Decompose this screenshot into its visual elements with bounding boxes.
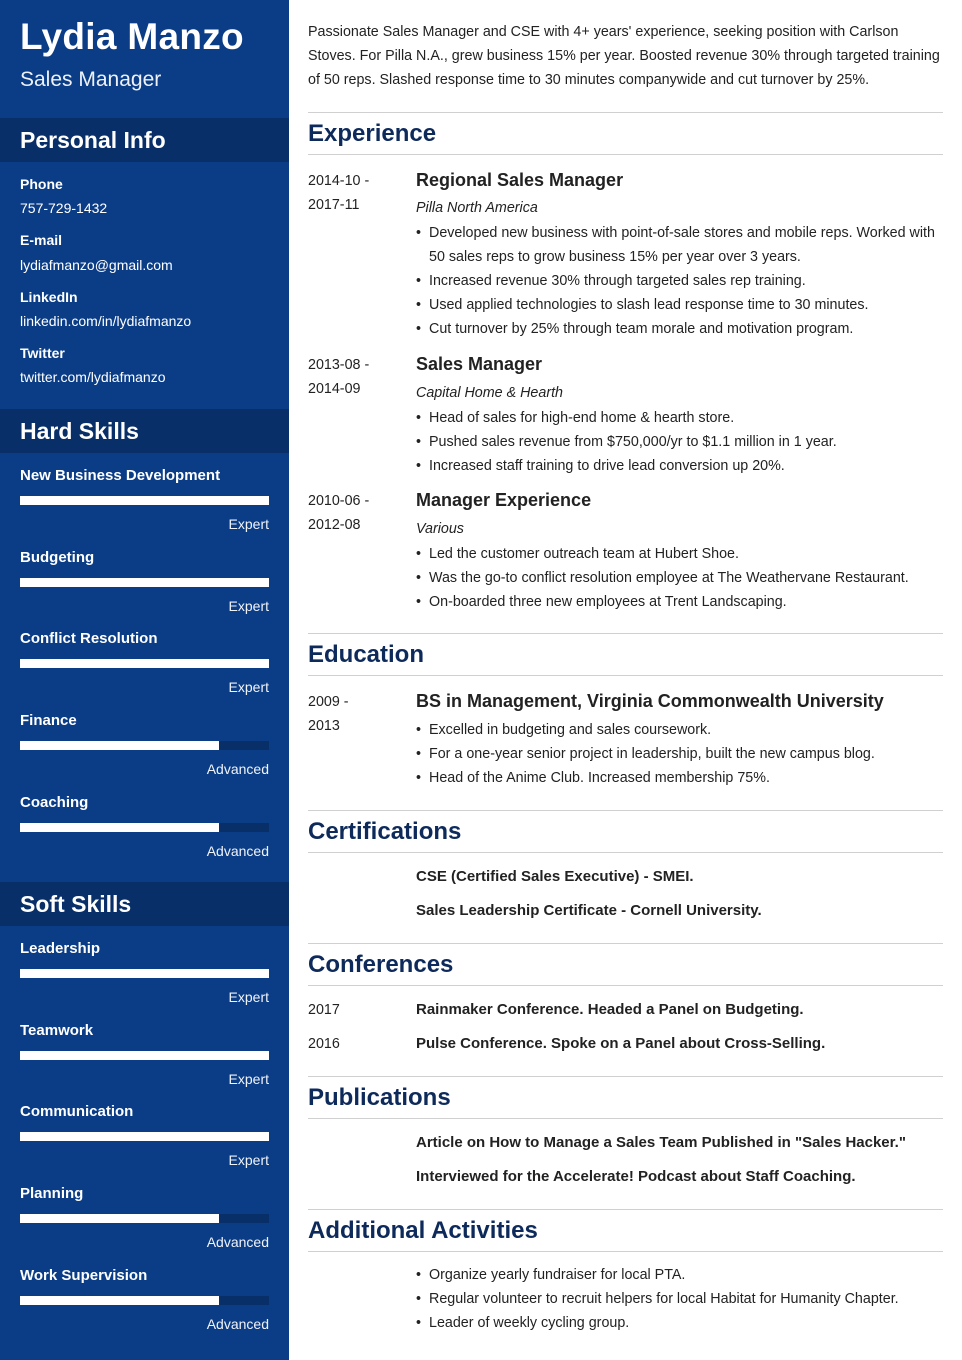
skill-bar <box>20 1296 269 1305</box>
job-date-end: 2012-08 <box>308 517 361 533</box>
education-heading: Education <box>308 633 943 676</box>
skill-name: Planning <box>20 1185 84 1202</box>
certification-item: CSE (Certified Sales Executive) - SMEI. <box>416 868 694 885</box>
list-item: • Head of sales for high-end home & hearth store. <box>416 406 943 430</box>
skill-bar-fill <box>20 1051 269 1060</box>
soft-skill-item <box>20 1103 269 1185</box>
list-item: • Led the customer outreach team at Hubert Shoe. <box>416 542 943 566</box>
job-bullets <box>416 406 943 478</box>
education-date-end: 2013 <box>308 718 340 734</box>
publication-item: Interviewed for the Accelerate! Podcast about Staff Coaching. <box>416 1168 856 1185</box>
hard-skill-item <box>20 467 269 549</box>
skill-level: Expert <box>228 1152 269 1168</box>
skill-name: Leadership <box>20 940 101 957</box>
list-item: • Increased revenue 30% through targeted sales rep training. <box>416 269 943 293</box>
publications-heading: Publications <box>308 1076 943 1119</box>
candidate-role: Sales Manager <box>20 68 162 91</box>
skill-name: Conflict Resolution <box>20 630 158 647</box>
job-bullets <box>416 542 943 614</box>
activities-heading: Additional Activities <box>308 1209 943 1252</box>
linkedin-value: linkedin.com/in/lydiafmanzo <box>20 313 192 329</box>
candidate-name: Lydia Manzo <box>20 16 244 57</box>
list-item: • For a one-year senior project in leadership, built the new campus blog. <box>416 742 943 766</box>
skill-bar <box>20 741 269 750</box>
skill-name: New Business Development <box>20 467 221 484</box>
list-item: • Head of the Anime Club. Increased membership 75%. <box>416 766 943 790</box>
list-item: • Organize yearly fundraiser for local PTA. <box>416 1263 943 1287</box>
soft-skills-heading: Soft Skills <box>0 882 289 926</box>
skill-name: Communication <box>20 1103 134 1120</box>
skill-level: Expert <box>228 989 269 1005</box>
job-title: Manager Experience <box>416 490 592 510</box>
list-item: • Leader of weekly cycling group. <box>416 1311 943 1335</box>
publication-item: Article on How to Manage a Sales Team Published in "Sales Hacker." <box>416 1134 906 1151</box>
personal-info-heading: Personal Info <box>0 118 289 162</box>
hard-skill-item <box>20 794 269 876</box>
skill-bar <box>20 969 269 978</box>
soft-skill-item <box>20 1267 269 1349</box>
experience-heading: Experience <box>308 112 943 155</box>
skill-name: Budgeting <box>20 549 95 566</box>
job-company: Various <box>416 521 464 537</box>
job-company: Pilla North America <box>416 200 538 216</box>
skill-bar-fill <box>20 741 219 750</box>
skill-name: Finance <box>20 712 77 729</box>
skill-bar-fill <box>20 1214 219 1223</box>
hard-skill-item <box>20 712 269 794</box>
skill-level: Advanced <box>206 1234 269 1250</box>
education-bullets <box>416 718 943 790</box>
conference-item: Pulse Conference. Spoke on a Panel about Cross-Selling. <box>416 1035 826 1052</box>
skill-name: Coaching <box>20 794 89 811</box>
soft-skill-item <box>20 940 269 1022</box>
phone-label: Phone <box>20 176 63 192</box>
summary-text: Passionate Sales Manager and CSE with 4+ years' experience, seeking position with Carlson Stoves. For Pilla N.A., grew business 15% per year. Boosted revenue 30% through targeted training of 50 reps. Slashed response time to 30 minutes companywide and cut turnover by 25%. <box>308 24 940 88</box>
soft-skill-item <box>20 1185 269 1267</box>
skill-bar-fill <box>20 1132 269 1141</box>
soft-skill-item <box>20 1022 269 1104</box>
skill-bar <box>20 1214 269 1223</box>
phone-value: 757-729-1432 <box>20 200 108 216</box>
list-item: • On-boarded three new employees at Trent Landscaping. <box>416 590 943 614</box>
list-item: • Increased staff training to drive lead conversion up 20%. <box>416 454 943 478</box>
education-date-start: 2009 - <box>308 694 349 710</box>
hard-skill-item <box>20 549 269 631</box>
certification-item: Sales Leadership Certificate - Cornell University. <box>416 902 762 919</box>
job-title: Sales Manager <box>416 354 543 374</box>
hard-skill-item <box>20 630 269 712</box>
list-item: • Developed new business with point-of-sale stores and mobile reps. Worked with 50 sales reps to grow business 15% per year over 3 years. <box>416 221 943 269</box>
job-date-end: 2017-11 <box>308 197 360 213</box>
skill-bar <box>20 1051 269 1060</box>
job-date-start: 2013-08 - <box>308 357 370 373</box>
skill-level: Advanced <box>206 761 269 777</box>
skill-name: Work Supervision <box>20 1267 148 1284</box>
skill-bar-fill <box>20 823 219 832</box>
job-title: Regional Sales Manager <box>416 170 624 190</box>
job-company: Capital Home & Hearth <box>416 385 564 401</box>
email-value: lydiafmanzo@gmail.com <box>20 257 173 273</box>
job-date-end: 2014-09 <box>308 381 361 397</box>
conference-year: 2017 <box>308 1002 340 1018</box>
skill-level: Advanced <box>206 843 269 859</box>
list-item: • Used applied technologies to slash lead response time to 30 minutes. <box>416 293 943 317</box>
skill-level: Advanced <box>206 1316 269 1332</box>
activities-bullets <box>416 1263 943 1335</box>
list-item: • Was the go-to conflict resolution employee at The Weathervane Restaurant. <box>416 566 943 590</box>
list-item: • Pushed sales revenue from $750,000/yr to $1.1 million in 1 year. <box>416 430 943 454</box>
skill-bar-fill <box>20 969 269 978</box>
list-item: • Excelled in budgeting and sales coursework. <box>416 718 943 742</box>
email-label: E-mail <box>20 232 63 248</box>
hard-skills-heading: Hard Skills <box>0 409 289 453</box>
conference-item: Rainmaker Conference. Headed a Panel on Budgeting. <box>416 1001 804 1018</box>
conference-year: 2016 <box>308 1036 340 1052</box>
conferences-heading: Conferences <box>308 943 943 986</box>
skill-level: Expert <box>228 679 269 695</box>
job-date-start: 2014-10 - <box>308 173 370 189</box>
skill-bar <box>20 1132 269 1141</box>
twitter-value: twitter.com/lydiafmanzo <box>20 369 166 385</box>
job-date-start: 2010-06 - <box>308 493 370 509</box>
skill-bar-fill <box>20 659 269 668</box>
skill-bar <box>20 496 269 505</box>
skill-level: Expert <box>228 598 269 614</box>
linkedin-label: LinkedIn <box>20 289 78 305</box>
skill-bar <box>20 659 269 668</box>
twitter-label: Twitter <box>20 345 65 361</box>
skill-bar-fill <box>20 496 269 505</box>
skill-bar-fill <box>20 1296 219 1305</box>
list-item: • Cut turnover by 25% through team morale and motivation program. <box>416 317 943 341</box>
job-bullets <box>416 221 943 341</box>
skill-bar <box>20 823 269 832</box>
skill-bar <box>20 578 269 587</box>
skill-level: Expert <box>228 516 269 532</box>
certifications-heading: Certifications <box>308 810 943 853</box>
skill-bar-fill <box>20 578 269 587</box>
list-item: • Regular volunteer to recruit helpers for local Habitat for Humanity Chapter. <box>416 1287 943 1311</box>
sidebar <box>0 0 289 1360</box>
degree-title: BS in Management, Virginia Commonwealth University <box>416 691 884 711</box>
skill-name: Teamwork <box>20 1022 94 1039</box>
skill-level: Expert <box>228 1071 269 1087</box>
